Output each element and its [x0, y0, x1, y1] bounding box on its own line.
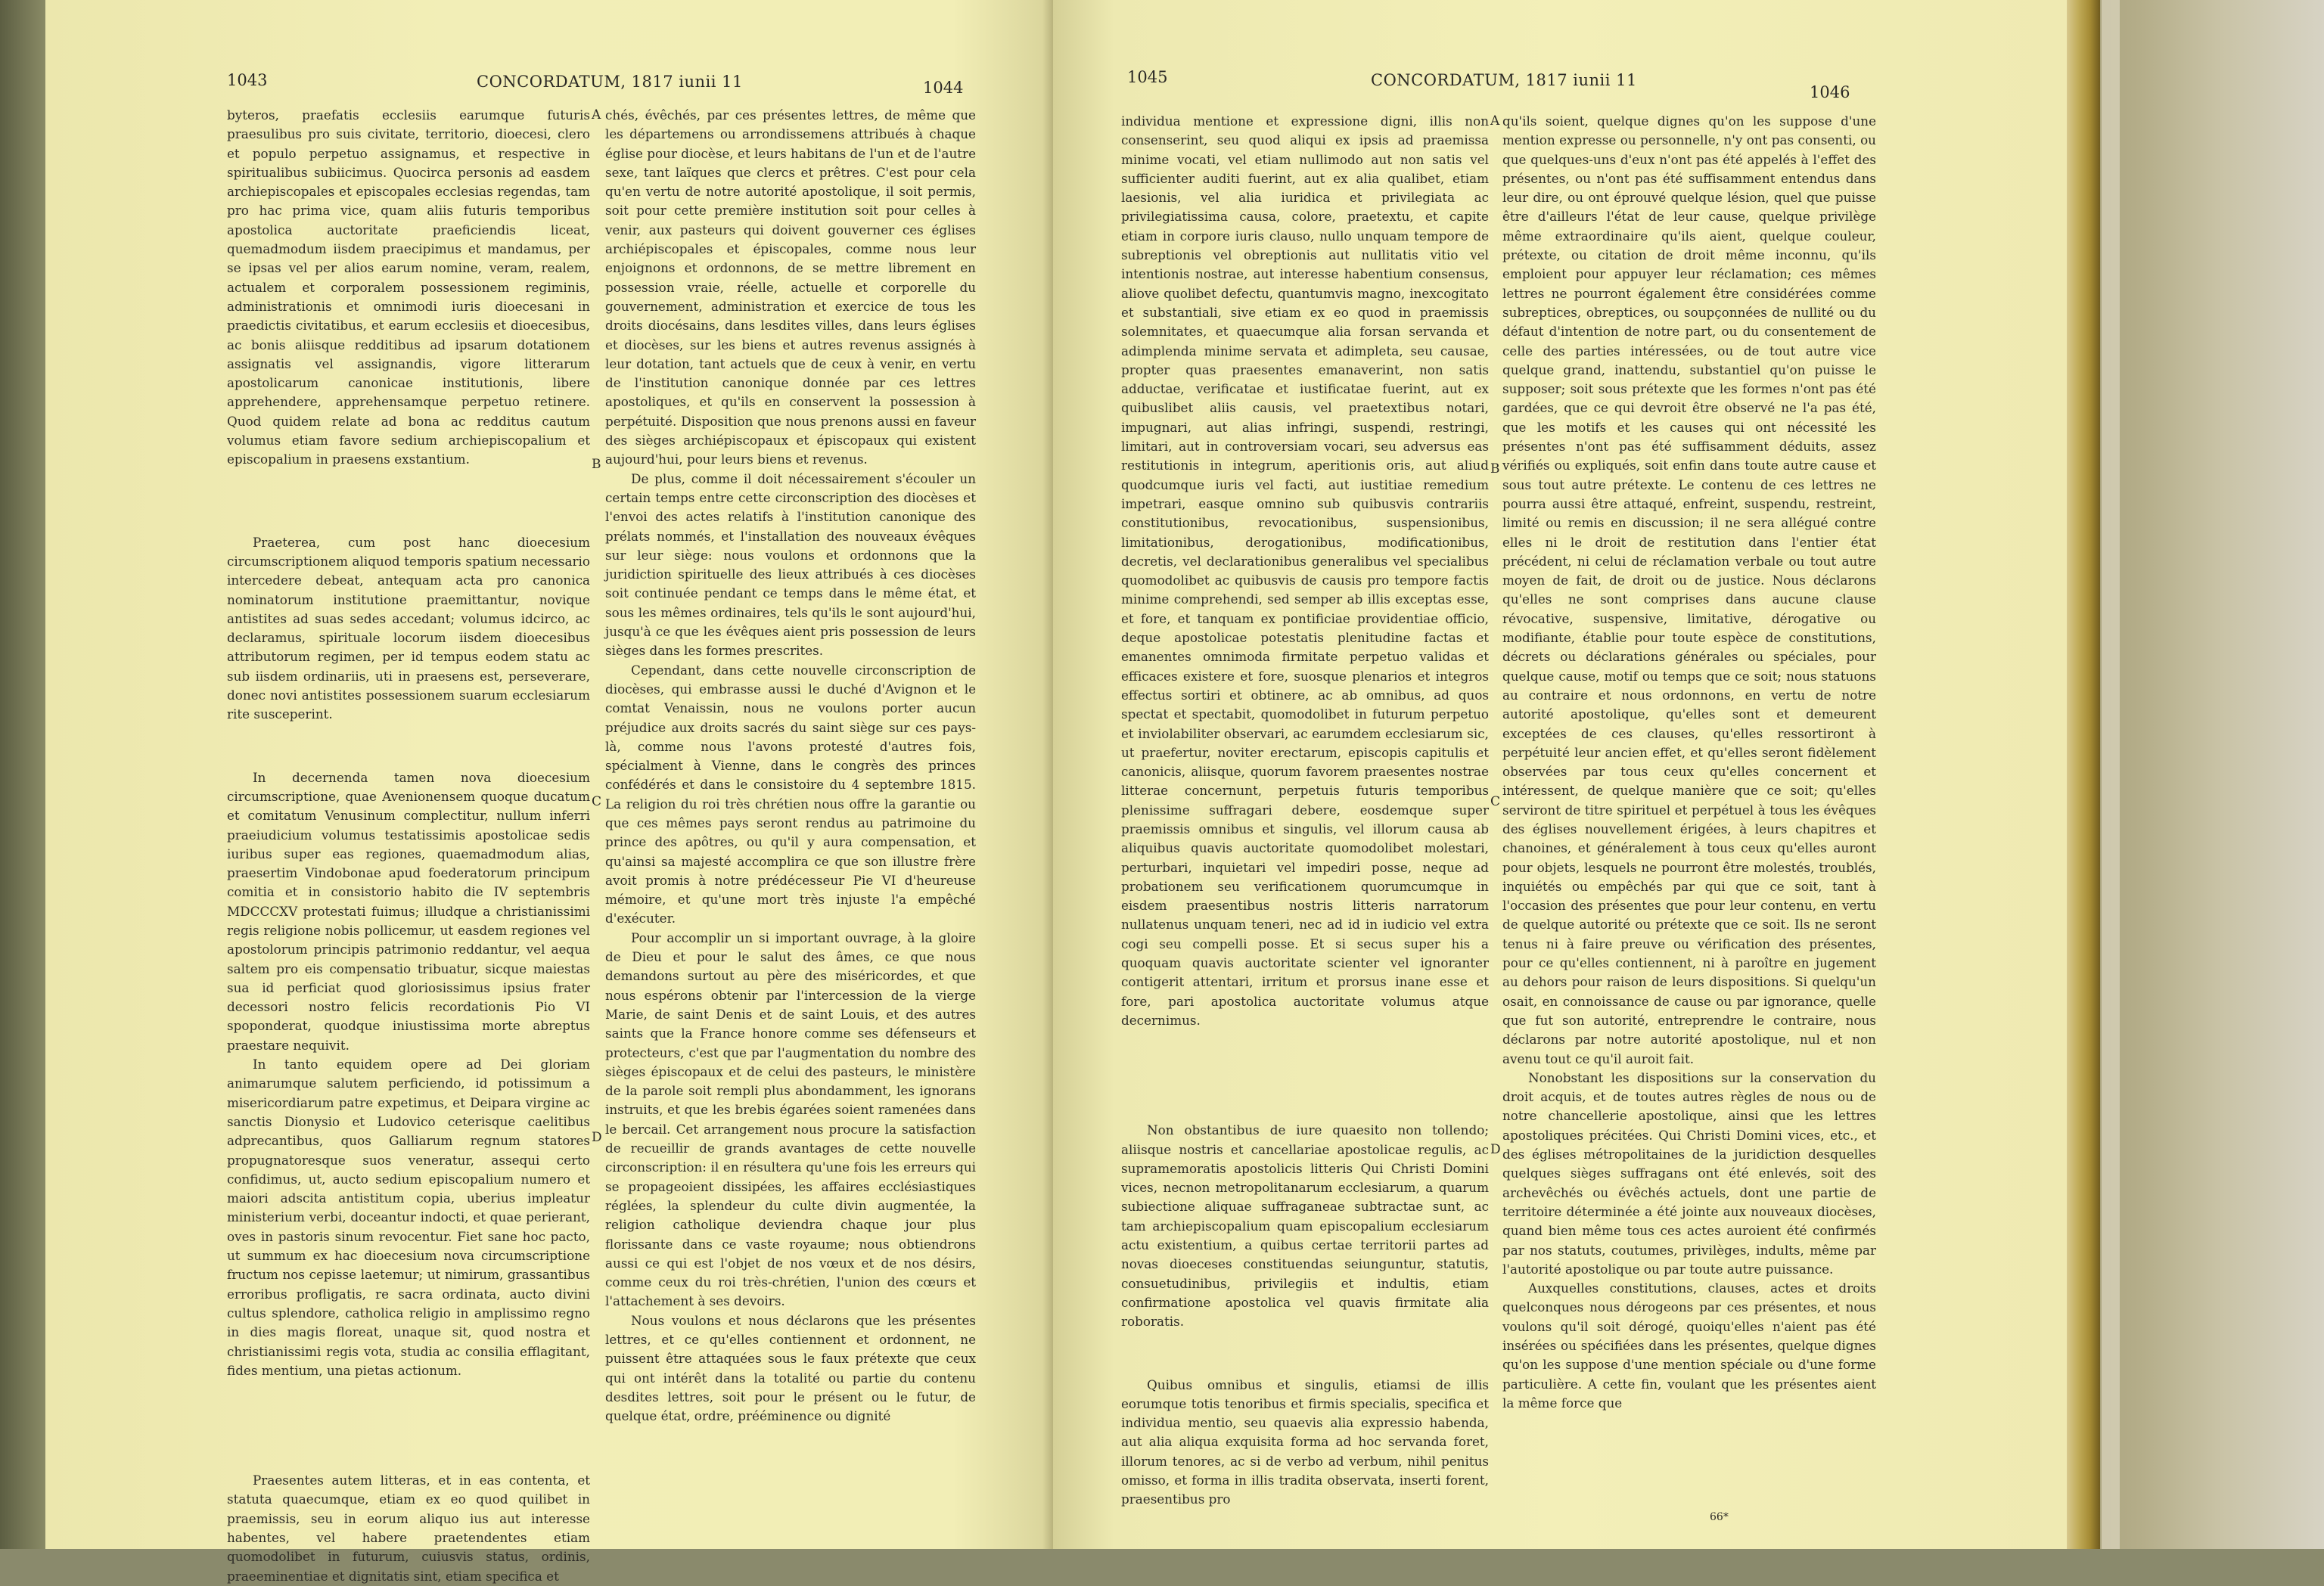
right-page — [1053, 0, 2067, 1549]
french-paragraph: De plus, comme il doit nécessairement s'écouler un certain temps entre cette circonscription des diocèses et l'envoi des actes relatifs à l'institution canonique des prélats nommés, et l'installation des nouveaux évêques sur leur siège: nous voulons et ordonnons que la juridiction spirituelle des lieux attribués à ces diocèses soit continuée pendant ce temps dans le même état, et sous les mêmes ordinaires, tels qu'ils le sont aujourd'hui, jusqu'à ce que les évêques aient pris possession de leurs sièges dans les formes prescrites. — [605, 470, 976, 659]
margin-marker-d: D — [592, 1130, 602, 1145]
signature-mark: 66* — [1710, 1511, 1729, 1523]
page-number-1046: 1046 — [1810, 83, 1850, 101]
book-cover-edge — [2067, 0, 2100, 1549]
running-head-right: CONCORDATUM, 1817 iunii 11 — [1371, 71, 1637, 89]
french-paragraph: chés, évêchés, par ces présentes lettres, de même que les départemens ou arrondissemens attribués à chaque église pour diocèse, et leurs habitans de l'un et de l'autre sexe, tant laïques que clercs et prêtres. C'est pour cela qu'en vertu de notre autorité apostolique, il soit permis, soit pour cette première institution soit pour celles à venir, aux pasteurs qui doivent gouverner ces églises archiépiscopales et épiscopales, comme nous leur enjoignons et ordonnons, de se mettre librement en possession vraie, réelle, actuelle et corporelle du gouvernement, administration et exercice de tous les droits diocésains, dans lesdites villes, dans leurs églises et diocèses, sur les biens et autres revenus assignés à leur dotation, tant actuels que de ceux à venir, en vertu de l'institution canonique donnée par ces lettres apostoliques, et qu'ils en conservent la possession à perpétuité. Disposition que nous prenons aussi en faveur des sièges archiépiscopaux et épiscopaux qui existent aujourd'hui, pour leurs biens et revenus. — [605, 107, 976, 467]
latin-paragraph: individua mentione et expressione digni, illis non consenserint, seu quod aliqui ex ipsis ad praemissa minime vocati, vel etiam nullimodo aut non satis vel sufficienter auditi fuerint, aut ex alia qualibet, etiam laesionis, vel alia iuridica et privilegiata ac privilegiatissima causa, colore, praetextu, et capite etiam in corpore iuris clauso, nullo unquam tempore de subreptionis vel obreptionis aut nullitatis vitio vel intentionis nostrae, aut interesse habentium consensus, aliove quolibet defectu, quantumvis magno, inexcogitato et substantiali, sive etiam ex eo quod in praemissis solemnitates, et quaecumque alia forsan servanda et adimplenda minime servata et adimpleta, seu causae, propter quas praesentes emanaverint, non satis adductae, verificatae et iustificatae fuerint, aut ex quibuslibet aliis causis, vel praetextibus notari, impugnari, aut alias infringi, suspendi, restringi, limitari, aut in controversiam vocari, seu adversus eas restitutionis in integrum, aperitionis oris, aut aliud quodcumque iuris vel facti, aut iustitiae remedium impetrari, easque omnino sub quibusvis contrariis constitutionibus, revocationibus, suspensionibus, limitationibus, derogationibus, modificationibus, decretis, vel declarationibus generalibus vel specialibus quomodolibet ac quibusvis de causis pro tempore factis minime comprehendi, sed semper ab illis exceptas esse, et fore, et tanquam ex pontificiae providentiae officio, deque apostolicae potestatis plenitudine factas et emanentes omnimoda firmitate perpetuo validas et efficaces existere et fore, suosque plenarios et integros effectus sortiri et obtinere, ac ab omnibus, ad quos spectat et spectabit, quomodolibet in futurum perpetuo et inviolabiliter observari, ac earumdem ecclesiarum sic, ut praefertur, noviter erectarum, episcopis capitulis et canonicis, aliisque, quorum favorem praesentes nostrae litterae concernunt, perpetuis futuris temporibus plenissime suffragari debere, eosdemque super praemissis omnibus et singulis, vel illorum causa ab aliquibus quavis auctoritate quomodolibet molestari, perturbari, inquietari vel impediri posse, neque ad probationem seu verificationem quorumcumque in eisdem praesentibus nostris litteris narratorum nullatenus unquam teneri, nec ad id in iudicio vel extra cogi seu compelli posse. Et si secus super his a quoquam quavis auctoritate scienter vel ignoranter contigerit attentari, irritum et prorsus inane esse et fore, pari apostolica auctoritate volumus atque decernimus. — [1121, 113, 1489, 1028]
french-paragraph: Nonobstant les dispositions sur la conservation du droit acquis, et de toutes autres règles de nous ou de notre chancellerie apostolique, ainsi que les lettres apostoliques précitées. Qui Christi Domini vices, etc., et des églises métropolitaines de la juridiction desquelles quelques sièges suffragans ont été enlevés, soit des archevêchés ou évêchés actuels, dont une partie de territoire déterminée a été jointe aux nouveaux diocèses, quand bien même tous ces actes auroient été confirmés par nos statuts, coutumes, privilèges, indults, même par l'autorité apostolique ou par toute autre puissance. — [1502, 1069, 1876, 1277]
left-page-french-column — [605, 106, 976, 1426]
page-number-1043: 1043 — [227, 71, 268, 89]
page-number-1044: 1044 — [923, 79, 964, 97]
french-paragraph: Cependant, dans cette nouvelle circonscription de diocèses, qui embrasse aussi le duché d'Avignon et le comtat Venaissin, nous ne voulons porter aucun préjudice aux droits sacrés du saint siège sur ces pays-là, comme nous l'avons protesté d'autres fois, spécialment à Vienne, dans le congrès des princes confédérés et dans le consistoire du 4 septembre 1815. La religion du roi très chrétien nous offre la garantie ou que ces mêmes pays seront rendus au patrimoine du prince des apôtres, ou qu'il y aura compensation, et qu'ainsi sa majesté accomplira ce que son illustre frère avoit promis à notre prédécesseur Pie VI d'heureuse mémoire, et qu'une mort très injuste l'a empêché d'exécuter. — [605, 662, 976, 926]
french-paragraph: Auxquelles constitutions, clauses, actes et droits quelconques nous dérogeons par ces présentes, et nous voulons qu'il soit dérogé, quoiqu'elles n'aient pas été insérées ou spécifiées dans les présentes, quelque dignes qu'on les suppose d'une mention spéciale ou d'une forme particulière. A cette fin, voulant que les présentes aient la même force que — [1502, 1280, 1876, 1411]
margin-marker-a: A — [592, 107, 601, 123]
latin-paragraph: In tanto equidem opere ad Dei gloriam animarumque salutem perficiendo, id potissimum a misericordiarum patre expetimus, et Deipara virgine ac sanctis Dionysio et Ludovico ceterisque caelitibus adprecantibus, quos Galliarum regnum statores propugnatoresque suos veneratur, assequi certo confidimus, ut, aucto sedium episcopalium numero et maiori adscita antistitum copia, uberius impleatur ministerium verbi, doceantur indocti, et quae perierant, oves in pastoris sinum revocentur. Fiet sane hoc pacto, ut summum ex hac dioecesium nova circumscriptione fructum nos cepisse laetemur; ut nimirum, grassantibus erroribus profligatis, re sacra ordinata, aucto divini cultus splendore, catholica religio in amplissimo regno in dies magis floreat, unaque sit, quod nostra et christianissimi regis vota, studia ac consilia efflagitant, fides mentium, una pietas actionum. — [227, 1057, 590, 1378]
margin-marker-a: A — [1490, 113, 1500, 129]
left-page — [45, 0, 1053, 1584]
right-page-french-column — [1502, 112, 1876, 1413]
latin-paragraph: Praesentes autem litteras, et in eas contenta, et statuta quaecumque, etiam ex eo quod quilibet in praemissis, seu in eorum aliquo ius aut interesse habentes, vel habere praetendentes etiam quomodolibet in futurum, cuiusvis status, ordinis, praeeminentiae et dignitatis sint, etiam specifica et — [227, 1473, 590, 1584]
table-surface — [0, 0, 45, 1549]
margin-marker-c: C — [1490, 794, 1501, 809]
right-page-latin-column — [1121, 112, 1489, 1510]
latin-paragraph: byteros, praefatis ecclesiis earumque futuris praesulibus pro suis civitate, territorio, dioecesi, clero et populo perpetuo assignamus, et respective in spiritualibus subiicimus. Quocirca personis ad easdem archiepiscopales et episcopales ecclesias regendas, tam pro hac prima vice, quam aliis futuris temporibus apostolica auctoritate praeficiendis liceat, quemadmodum iisdem praecipimus et mandamus, per se ipsas vel per alios earum nomine, veram, realem, actualem et corporalem possessionem regiminis, administrationis et omnimodi iuris dioecesani in praedictis civitatibus, et earum ecclesiis et dioecesibus, ac bonis aliisque redditibus ad ipsarum dotationem assignatis vel assignandis, vigore litterarum apostolicarum canonicae institutionis, libere apprehendere, apprehensamque perpetuo retinere. Quod quidem relate ad bona ac redditus cautum volumus etiam favore sedium archiepiscopalium et episcopalium in praesens exstantium. — [227, 107, 590, 467]
margin-marker-d: D — [1490, 1142, 1501, 1157]
french-paragraph: Pour accomplir un si important ouvrage, à la gloire de Dieu et pour le salut des âmes, ce que nous demandons surtout au père des miséricordes, et que nous espérons obtenir par l'intercession de la vierge Marie, de saint Denis et de saint Louis, et des autres saints que la France honore comme ses défenseurs et protecteurs, c'est que par l'augmentation du nombre des sièges épiscopaux et de celui des pasteurs, le ministère de la parole soit rempli plus abondamment, les ignorans instruits, et que les brebis égarées soient ramenées dans le bercail. Cet arrangement nous procure la satisfaction de recueillir de grands avantages de cette nouvelle circonscription: il en résultera qu'une fois les erreurs qui se propageoient dissipées, les affaires ecclésiastiques réglées, la splendeur du culte divin augmentée, la religion catholique deviendra chaque jour plus florissante dans ce vaste royaume; nous obtiendrons aussi ce qui est l'objet de nos vœux et de nos désirs, comme ceux du roi très-chrétien, l'union des cœurs et l'attachement à ses devoirs. — [605, 930, 976, 1309]
running-head-left: CONCORDATUM, 1817 iunii 11 — [477, 73, 743, 91]
cover-lining — [2102, 0, 2120, 1549]
left-page-latin-column — [227, 106, 590, 1586]
french-paragraph: qu'ils soient, quelque dignes qu'on les suppose d'une mention expresse ou personnelle, n'y ont pas consenti, ou que quelques-uns d'eux n'ont pas été appelés à l'effet des présentes, ou n'ont pas été suffisamment entendus dans leur dire, ou ont éprouvé quelque lésion, quel que puisse être d'ailleurs l'état de leur cause, quelque privilège même extraordinaire qu'ils aient, quelque couleur, prétexte, ou citation de droit même inconnu, qu'ils emploient pour appuyer leur réclamation; ces mêmes lettres ne pourront également être considérées comme subreptices, obreptices, ou soupçonnées de nullité ou du défaut d'intention de notre part, ou du consentement de celle des parties intéressées, ou de tout autre vice quelque grand, inattendu, substantiel qu'on puisse le supposer; soit sous prétexte que les formes n'ont pas été gardées, que ce qui devroit être observé ne l'a pas été, que les motifs et les causes qui ont nécessité les présentes n'ont pas été suffisamment déduits, assez vérifiés ou expliqués, soit enfin dans toute autre cause et sous tout autre prétexte. Le contenu de ces lettres ne pourra aussi être attaqué, enfreint, suspendu, restreint, limité ou remis en discussion; il ne sera allégué contre elles ni le droit de restitution dans l'entier état précédent, ni celui de réclamation verbale ou tout autre moyen de fait, de droit ou de justice. Nous déclarons qu'elles ne sont comprises dans aucune clause révocative, suspensive, limitative, dérogative ou modifiante, établie pour toute espèce de constitutions, décrets ou déclarations générales ou spéciales, pour quelque cause, motif ou temps que ce soit; nous statuons au contraire et nous ordonnons, en vertu de notre autorité apostolique, qu'elles sont et demeurent exceptées de ces clauses, qu'elles ressortiront à perpétuité leur ancien effet, et qu'elles seront fidèlement observées par tous ceux qu'elles concernent et intéressent, de quelque manière que ce soit; qu'elles serviront de titre spirituel et perpétuel à tous les évêques des églises nouvellement érigées, à leurs chapitres et chanoines, et généralement à tous ceux qu'elles auront pour objets, lesquels ne pourront être molestés, troublés, inquiétés ou empêchés par qui que ce soit, tant à l'occasion des présentes que pour leur contenu, en vertu de quelque autorité ou prétexte que ce soit. Ils ne seront tenus ni à faire preuve ou vérification des présentes, pour ce qu'elles contiennent, ni à paroître en jugement au dehors pour raison de leurs dispositions. Si quelqu'un osait, en connoissance de cause ou par ignorance, quelle que fut son autorité, entreprendre le contraire, nous déclarons par notre autorité apostolique, nul et non avenu tout ce qu'il auroit fait. — [1502, 113, 1876, 1066]
latin-paragraph: Praeterea, cum post hanc dioecesium circumscriptionem aliquod temporis spatium necessario intercedere debeat, antequam acta pro canonica nominatorum institutione praemittantur, novique antistites ad suas sedes accedant; volumus idcirco, ac declaramus, spirituale locorum iisdem dioecesibus attributorum regimen, per id tempus eodem statu ac sub iisdem ordinariis, uti in praesens est, perseverare, donec novi antistites possessionem suarum ecclesiarum rite susceperint. — [227, 534, 590, 722]
french-paragraph: Nous voulons et nous déclarons que les présentes lettres, et ce qu'elles contiennent et ordonnent, ne puissent être attaquées sous le faux prétexte que ceux qui ont intérêt dans la totalité ou partie du contenu desdites lettres, soit pour le présent ou le futur, de quelque état, ordre, prééminence ou dignité — [605, 1312, 976, 1424]
margin-marker-b: B — [1490, 461, 1500, 476]
latin-paragraph: In decernenda tamen nova dioecesium circumscriptione, quae Avenionensem quoque ducatum et comitatum Venusinum complectitur, nullum inferri praeiudicium volumus testatissimis apostolicae sedis iuribus super eas regiones, quaemadmodum alias, praesertim Vindobonae apud foederatorum principum comitia et in consistorio habito die IV septembris MDCCCXV protestati fuimus; illudque a christianissimi regis religione nobis pollicemur, ut easdem regiones vel apostolorum principis patrimonio reddantur, vel aequa saltem pro eis compensatio tribuatur, sicque maiestas sua id perficiat quod gloriosissimus ipsius frater decessori nostro felicis recordationis Pio VI spoponderat, quodque iniustissima morte abreptus praestare nequivit. — [227, 769, 590, 1053]
latin-paragraph: Quibus omnibus et singulis, etiamsi de illis eorumque totis tenoribus et firmis specialis, specifica et individua mentio, seu quaevis alia expressio habenda, aut alia aliqua exquisita forma ad hoc servanda foret, illorum tenores, ac si de verbo ad verbum, nihil penitus omisso, et forma in illis tradita observata, inserti forent, praesentibus pro — [1121, 1376, 1489, 1507]
page-number-1045: 1045 — [1127, 68, 1168, 86]
latin-paragraph: Non obstantibus de iure quaesito non tollendo; aliisque nostris et cancellariae apostolicae regulis, ac supramemoratis apostolicis litteris Qui Christi Domini vices, necnon metropolitanarum ecclesiarum, a quarum subiectione aliquae suffraganeae subtractae sunt, ac tam archiepiscopalium quam episcopalium ecclesiarum actu existentium, a quibus certae territorii partes ad novas dioeceses constituendas seiunguntur, statutis, consuetudinibus, privilegiis et indultis, etiam confirmatione apostolica vel quavis firmitate alia roboratis. — [1121, 1122, 1489, 1330]
margin-marker-c: C — [592, 794, 602, 809]
margin-marker-b: B — [592, 457, 601, 472]
